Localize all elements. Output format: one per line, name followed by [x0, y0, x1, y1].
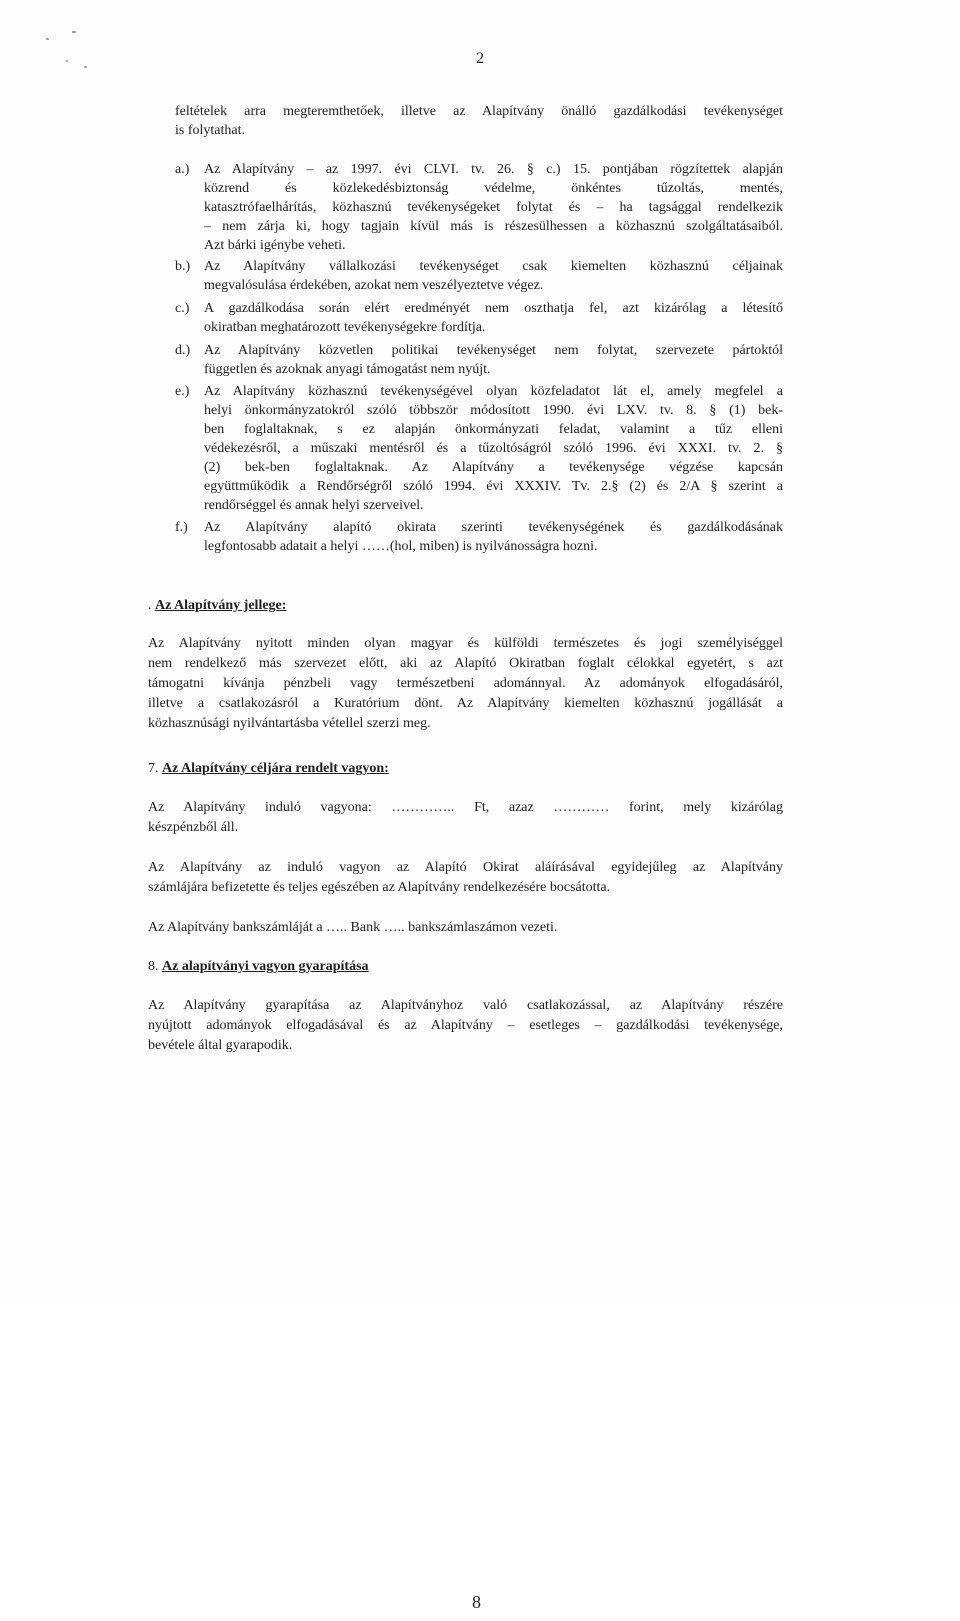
item-a-line: közrend és közlekedésbiztonság védelme, önkéntes tűzoltás, mentés,: [204, 181, 783, 196]
intro-line-1: feltételek arra megteremthetőek, illetve az Alapítvány önálló gazdálkodási tevékenységet: [175, 104, 783, 119]
item-label-c: c.): [175, 301, 190, 316]
section7-p3: Az Alapítvány bankszámláját a ….. Bank ….. bankszámlaszámon vezeti.: [148, 920, 558, 935]
item-e-line: (2) bek-ben foglaltaknak. Az Alapítvány a tevékenysége végzése kapcsán: [204, 460, 783, 475]
item-e-line: rendőrséggel és annak helyi szerveivel.: [204, 498, 424, 513]
item-d-line: független és azoknak anyagi támogatást nem nyújt.: [204, 362, 491, 377]
item-b-line: megvalósulása érdekében, azokat nem veszélyeztetve végez.: [204, 278, 544, 293]
intro-line-2: is folytathat.: [175, 123, 245, 138]
section8-line: Az Alapítvány gyarapítása az Alapítványhoz való csatlakozással, az Alapítvány részére: [148, 998, 783, 1013]
scan-speck: [84, 66, 87, 68]
section-heading-title: Az alapítványi vagyon gyarapítása: [162, 959, 369, 974]
item-e-line: helyi önkormányzatokról szóló többször módosított 1990. évi LXV. tv. 8. § (1) bek-: [204, 403, 783, 418]
section7-p1-line: Az Alapítvány induló vagyona: ………….. Ft, azaz ………… forint, mely kizárólag: [148, 800, 783, 815]
section-heading-prefix: .: [148, 598, 155, 613]
item-a-line: katasztrófaelhárítás, közhasznú tevékenységeket folytat és – ha tagsággal rendelkezik: [204, 200, 783, 215]
item-d-line: Az Alapítvány közvetlen politikai tevékenységet nem folytat, szervezete pártoktól: [204, 343, 783, 358]
item-e-line: ben foglaltaknak, s ez alapján önkormányzati feladat, valamint a tűz elleni: [204, 422, 783, 437]
item-f-line: Az Alapítvány alapító okirata szerinti tevékenységének és gazdálkodásának: [204, 520, 783, 535]
section7-p1-line: készpénzből áll.: [148, 820, 239, 835]
section8-line: bevétele által gyarapodik.: [148, 1038, 293, 1053]
page-number-bottom: 8: [472, 1592, 481, 1612]
scan-speck: [72, 31, 76, 33]
item-a-line: – nem zárja ki, hogy tagjain kívül más is részesülhessen a közhasznú szolgáltatásaiból.: [204, 219, 783, 234]
item-c-line: okiratban meghatározott tevékenységekre fordítja.: [204, 320, 486, 335]
section-heading-title: Az Alapítvány céljára rendelt vagyon:: [162, 761, 389, 776]
item-label-d: d.): [175, 343, 191, 358]
section-heading-jelleg: [148, 597, 286, 615]
item-label-e: e.): [175, 384, 190, 399]
item-b-line: Az Alapítvány vállalkozási tevékenységet csak kiemelten közhasznú céljainak: [204, 259, 783, 274]
section-heading-title: Az Alapítvány jellege:: [155, 598, 287, 613]
section-number: 7.: [148, 761, 162, 776]
item-e-line: védekezésről, a műszaki mentésről és a tűzoltóságról szóló 1996. évi XXXI. tv. 2. §: [204, 441, 783, 456]
item-e-line: Az Alapítvány közhasznú tevékenységével olyan közfeladatot lát el, amely megfelel a: [204, 384, 783, 399]
section8-line: nyújtott adományok elfogadásával és az Alapítvány – esetleges – gazdálkodási tevékenysége,: [148, 1018, 783, 1033]
scan-speck: [66, 60, 68, 62]
section-number: 8.: [148, 959, 162, 974]
item-c-line: A gazdálkodása során elért eredményét nem oszthatja fel, azt kizárólag a létesítő: [204, 301, 783, 316]
jelleg-line: közhasznúsági nyilvántartásba vétellel szerzi meg.: [148, 716, 431, 731]
item-label-f: f.): [175, 520, 188, 535]
jelleg-line: illetve a csatlakozásról a Kuratórium dönt. Az Alapítvány kiemelten közhasznú jogállását a: [148, 696, 783, 711]
section-heading-8: [148, 958, 369, 976]
jelleg-line: nem rendelkező más szervezet előtt, aki az Alapító Okiratban foglalt célokkal egyetért, s azt: [148, 656, 783, 671]
section7-p2-line: számlájára befizetette és teljes egészében az Alapítvány rendelkezésére bocsátotta.: [148, 880, 611, 895]
item-label-a: a.): [175, 162, 190, 177]
item-a-line: Azt bárki igénybe veheti.: [204, 238, 346, 253]
item-f-line: legfontosabb adatait a helyi ……(hol, miben) is nyilvánosságra hozni.: [204, 539, 598, 554]
section7-p2-line: Az Alapítvány az induló vagyon az Alapító Okirat aláírásával egyidejűleg az Alapítvány: [148, 860, 783, 875]
page-number-top: 2: [476, 50, 484, 67]
jelleg-line: támogatni kívánja pénzbeli vagy természetbeni adománnyal. Az adományok elfogadásáról,: [148, 676, 783, 691]
item-a-line: Az Alapítvány – az 1997. évi CLVI. tv. 26. § c.) 15. pontjában rögzítettek alapján: [204, 162, 783, 177]
section-heading-7: [148, 760, 389, 778]
scan-speck: [46, 38, 49, 40]
item-label-b: b.): [175, 259, 191, 274]
jelleg-line: Az Alapítvány nyitott minden olyan magyar és külföldi természetes és jogi személyiséggel: [148, 636, 783, 651]
item-e-line: együttműködik a Rendőrségről szóló 1994. évi XXXIV. Tv. 2.§ (2) és 2/A § szerint a: [204, 479, 783, 494]
